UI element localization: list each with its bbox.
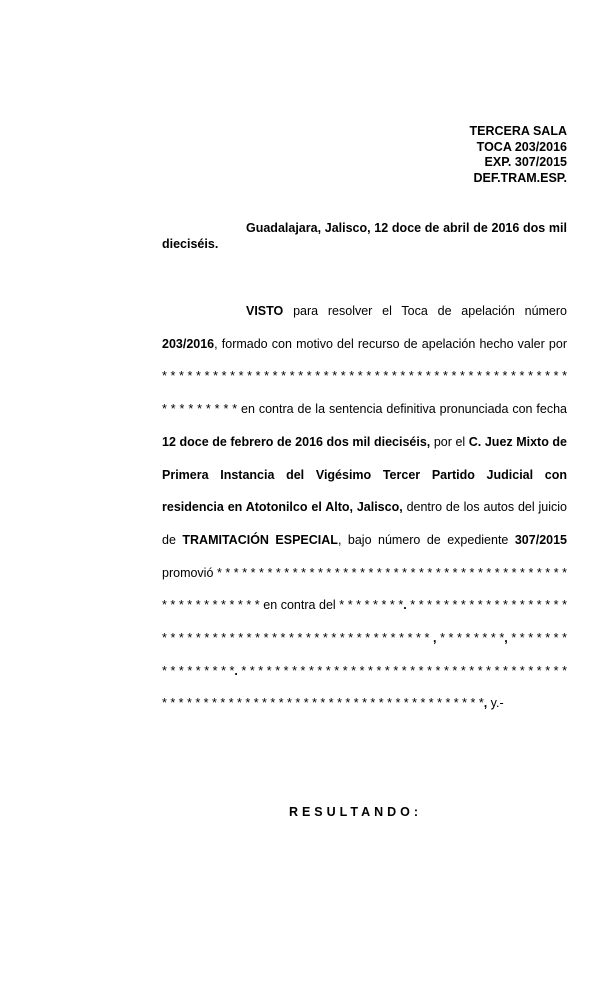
expediente-reference: 307/2015 [514, 532, 567, 547]
redacted-text: * * * * * * * * * * * * * * * * * * * * * * * * * * * * * * * * * * * * * * * * * * * * * * * * * * * [162, 598, 567, 646]
sentence-date: 12 doce de febrero de 2016 dos mil dieciséis, [162, 434, 431, 449]
redacted-text: * * * * * * * * * * * * * * * * * * * * * * * * * * * * * * * * * * * * * * * * * * * * * * * * * * * * * * * * * * * * * * * * * * * * * * * * * * * * * * [162, 663, 567, 711]
court-name: C. Juez Mixto de Primera Instancia del Vigésimo Tercer Partido Judicial con residencia en Atotonilco el Alto, Jalisco, [162, 434, 568, 515]
chamber-label: TERCERA SALA [469, 124, 567, 138]
expediente-number: EXP. 307/2015 [484, 155, 567, 169]
punctuation: , [483, 696, 488, 711]
trial-type: TRAMITACIÓN ESPECIAL [182, 532, 338, 547]
visto-keyword: VISTO [246, 304, 284, 318]
punctuation: . [234, 663, 238, 678]
case-type: DEF.TRAM.ESP. [473, 170, 567, 185]
case-header [470, 124, 567, 186]
punctuation: . [403, 598, 407, 613]
paragraph-text: por el [430, 434, 469, 449]
paragraph-text: , bajo número de expediente [337, 532, 515, 547]
redacted-text: promovió * * * * * * * * * * * * * * * * * * * * * * * * * * * * * * * * * * * * * * * * * * * * * * * * * * * * * * en contra del * * * * * * * * [162, 565, 567, 613]
visto-paragraph [162, 295, 567, 720]
punctuation: , [504, 631, 508, 646]
paragraph-ending: y.- [487, 696, 504, 711]
toca-number: TOCA 203/2016 [476, 139, 567, 154]
paragraph-text: dentro de los autos del juicio de [162, 500, 567, 547]
paragraph-text: , formado con motivo del recurso de apelación hecho valer por * * * * * * * * * * * * * * * * * * * * * * * * * * * * * * * * * * * * * * * * * * * * * * * * * * * * * * * * * en contra de la sentencia definitiva pronunciada con fecha [162, 336, 567, 417]
redacted-text: * * * * * * * * [436, 631, 505, 646]
section-title-resultando: RESULTANDO: [288, 805, 423, 819]
paragraph-text: para resolver el Toca de apelación número [283, 304, 567, 318]
toca-reference: 203/2016 [162, 336, 215, 351]
punctuation: , [433, 631, 437, 646]
place-and-date: Guadalajara, Jalisco, 12 doce de abril de 2016 dos mil dieciséis. [162, 221, 567, 251]
redacted-text: * * * * * * * * * * * * * * * * [162, 631, 567, 678]
